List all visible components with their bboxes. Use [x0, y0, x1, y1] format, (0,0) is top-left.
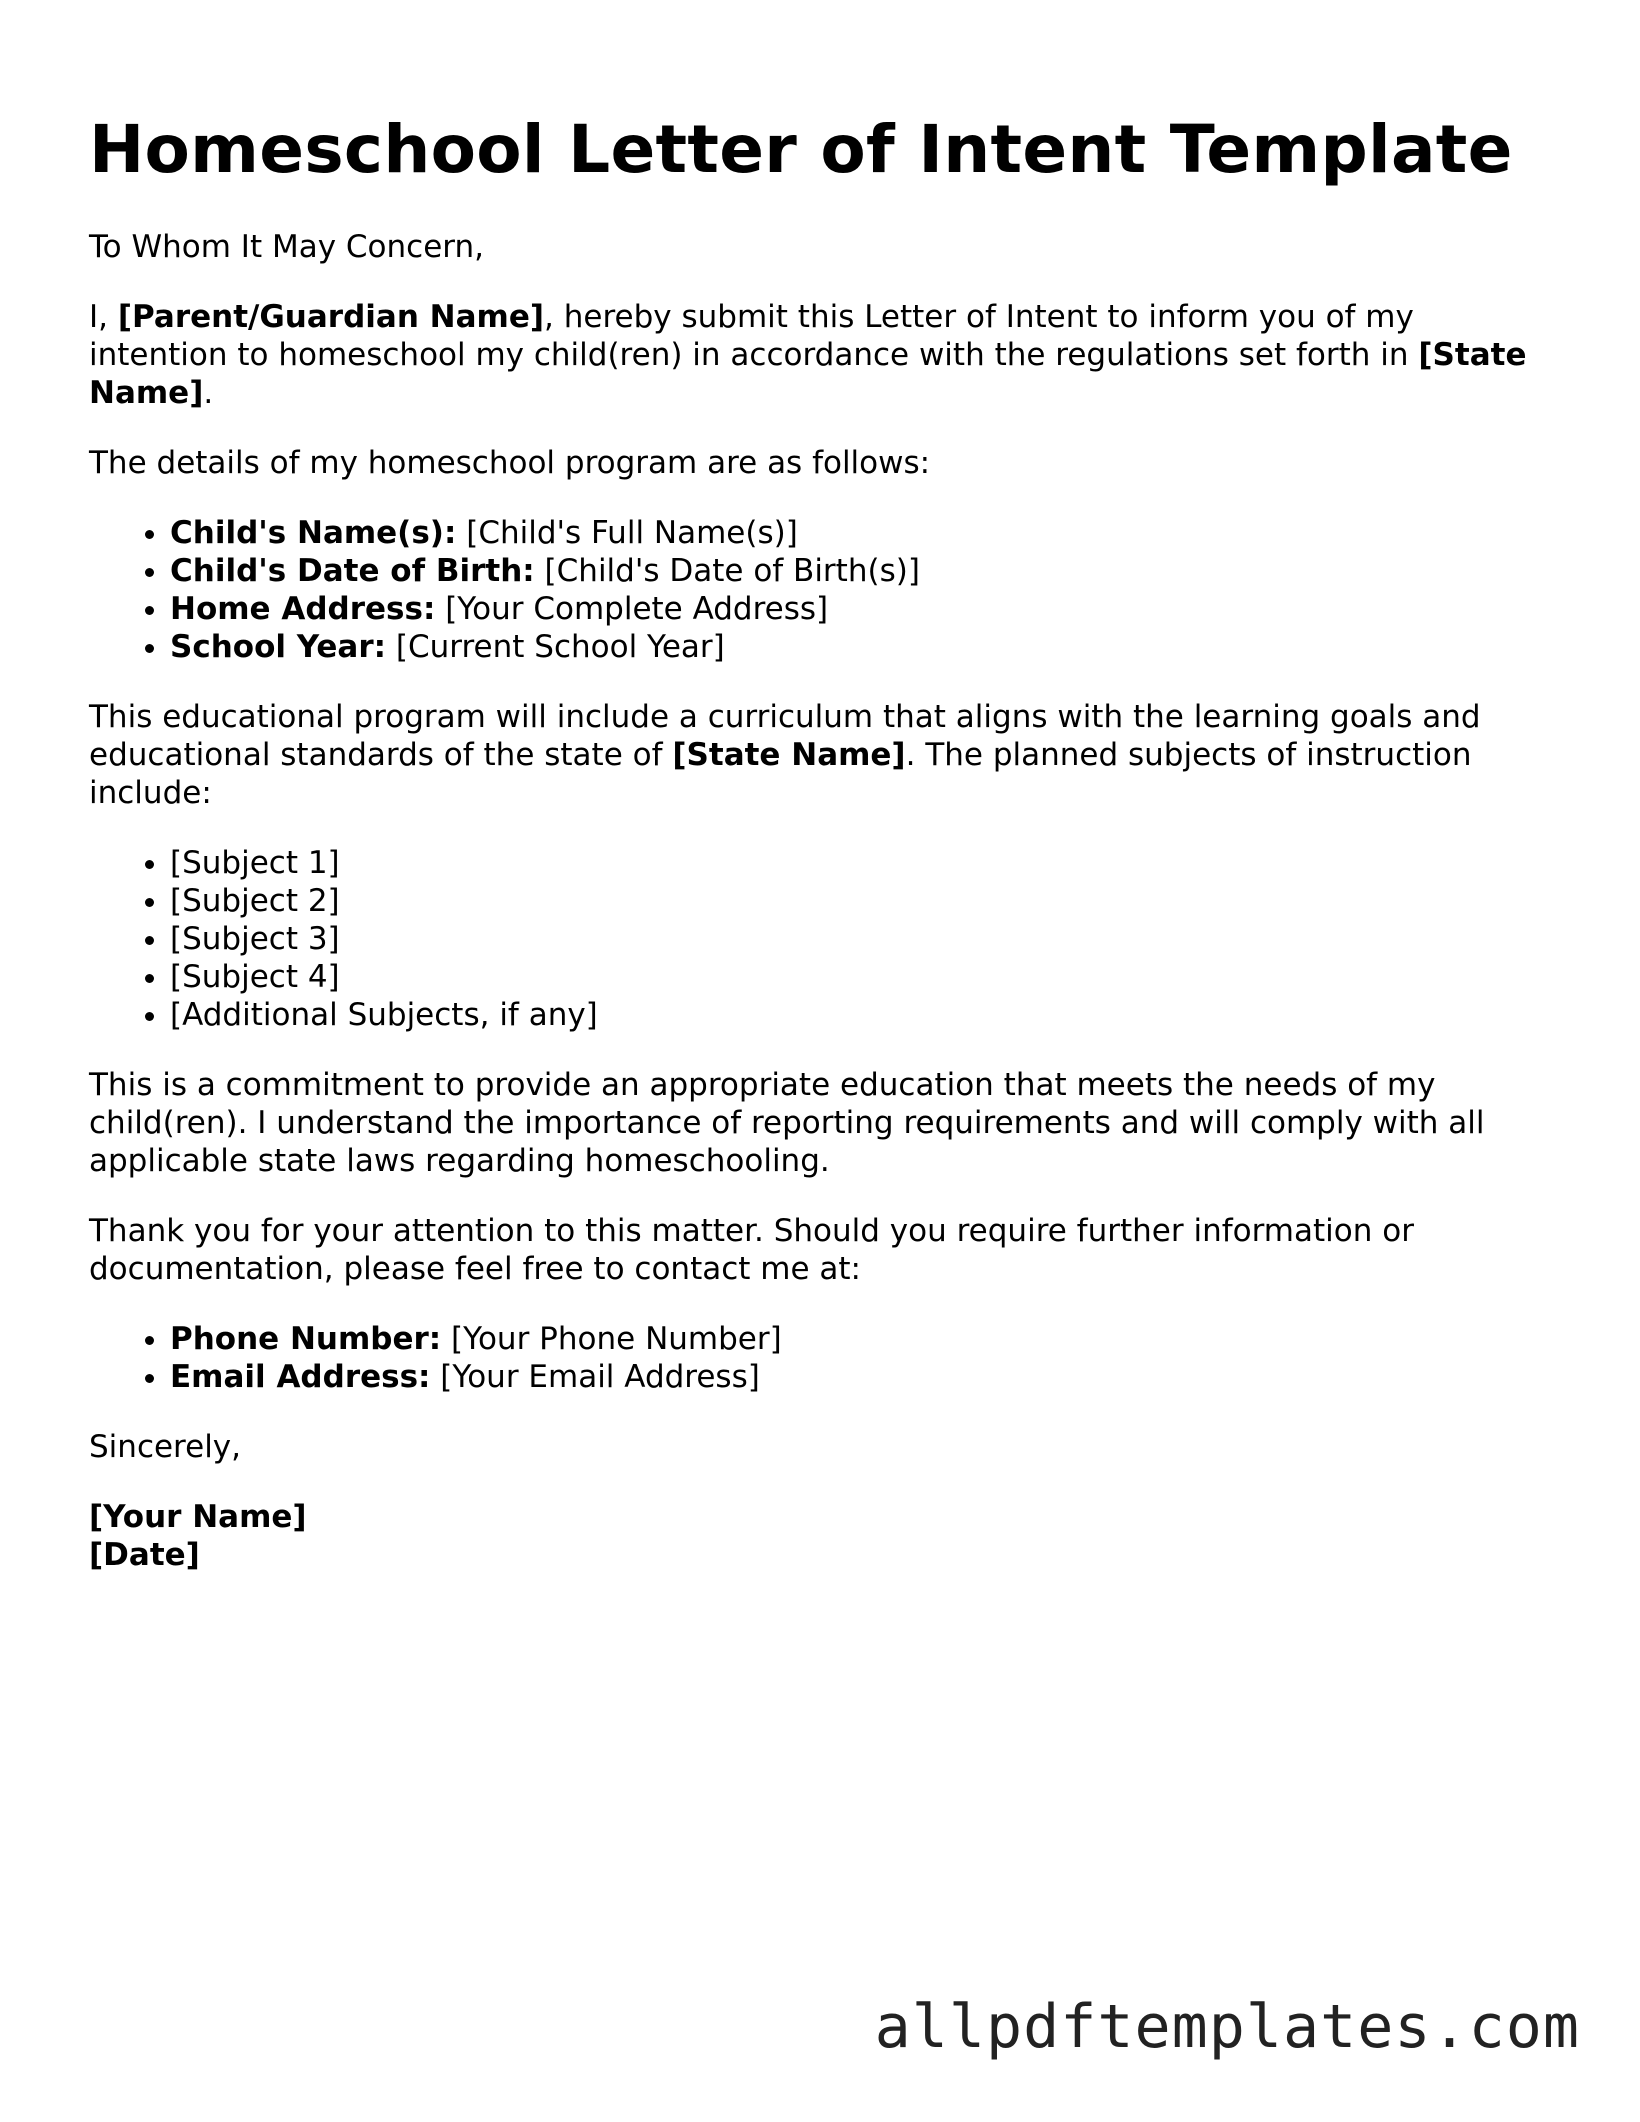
contact-value: [Your Email Address]	[430, 1358, 760, 1395]
intro-prefix: I,	[89, 298, 118, 335]
list-item: • [Subject 4]	[170, 958, 1559, 996]
list-item: • [Subject 3]	[170, 920, 1559, 958]
detail-value: [Child's Date of Birth(s)]	[534, 552, 920, 589]
list-item	[170, 1358, 1559, 1396]
detail-value: [Child's Full Name(s)]	[456, 514, 798, 551]
list-item: • [Subject 1]	[170, 844, 1559, 882]
curriculum-paragraph	[89, 698, 1559, 812]
list-item: • [Additional Subjects, if any]	[170, 996, 1559, 1034]
contact-label: Phone Number:	[170, 1320, 442, 1357]
watermark: allpdftemplates.com	[874, 1992, 1580, 2062]
parent-name-placeholder: [Parent/Guardian Name]	[117, 298, 545, 335]
subjects-list	[89, 844, 1559, 1034]
details-list	[89, 514, 1559, 666]
closing: Sincerely,	[89, 1428, 242, 1465]
intro-paragraph	[89, 298, 1559, 412]
page-title: Homeschool Letter of Intent Template	[89, 111, 1513, 188]
list-item	[170, 628, 1559, 666]
signature-block	[89, 1498, 1559, 1574]
intro-suffix: .	[203, 374, 214, 411]
commitment-paragraph: This is a commitment to provide an appropriate education that meets the needs of my child(ren). I understand the importance of reporting requirements and will comply with all applicable state laws regarding homeschooling.	[89, 1066, 1485, 1179]
detail-label: Home Address:	[170, 590, 436, 627]
detail-label: School Year:	[170, 628, 387, 665]
curriculum-suffix: . The planned subjects of instruction include:	[89, 736, 1472, 811]
letter-document	[89, 112, 1559, 1574]
list-item	[170, 1320, 1559, 1358]
contact-label: Email Address:	[170, 1358, 431, 1395]
detail-label: Child's Date of Birth:	[170, 552, 535, 589]
list-item	[170, 514, 1559, 552]
detail-label: Child's Name(s):	[170, 514, 457, 551]
signature-date: [Date]	[89, 1536, 200, 1573]
list-item: • [Subject 2]	[170, 882, 1559, 920]
state-name-placeholder: [State Name]	[672, 736, 906, 773]
intro-middle: , hereby submit this Letter of Intent to inform you of my intention to homeschool my child(ren) in accordance with the regulations set forth in	[89, 298, 1419, 373]
state-name-placeholder: [State Name]	[89, 336, 1527, 411]
list-item	[170, 590, 1559, 628]
contact-value: [Your Phone Number]	[441, 1320, 782, 1357]
salutation: To Whom It May Concern,	[89, 228, 484, 265]
list-item	[170, 552, 1559, 590]
thanks-paragraph: Thank you for your attention to this matter. Should you require further information or documentation, please feel free to contact me at:	[89, 1212, 1414, 1287]
details-intro: The details of my homeschool program are as follows:	[89, 444, 931, 481]
detail-value: [Your Complete Address]	[435, 590, 829, 627]
contacts-list	[89, 1320, 1559, 1396]
detail-value: [Current School Year]	[386, 628, 725, 665]
signature-name: [Your Name]	[89, 1498, 307, 1535]
curriculum-prefix: This educational program will include a curriculum that aligns with the learning goals and educational standards of the state of	[89, 698, 1481, 773]
